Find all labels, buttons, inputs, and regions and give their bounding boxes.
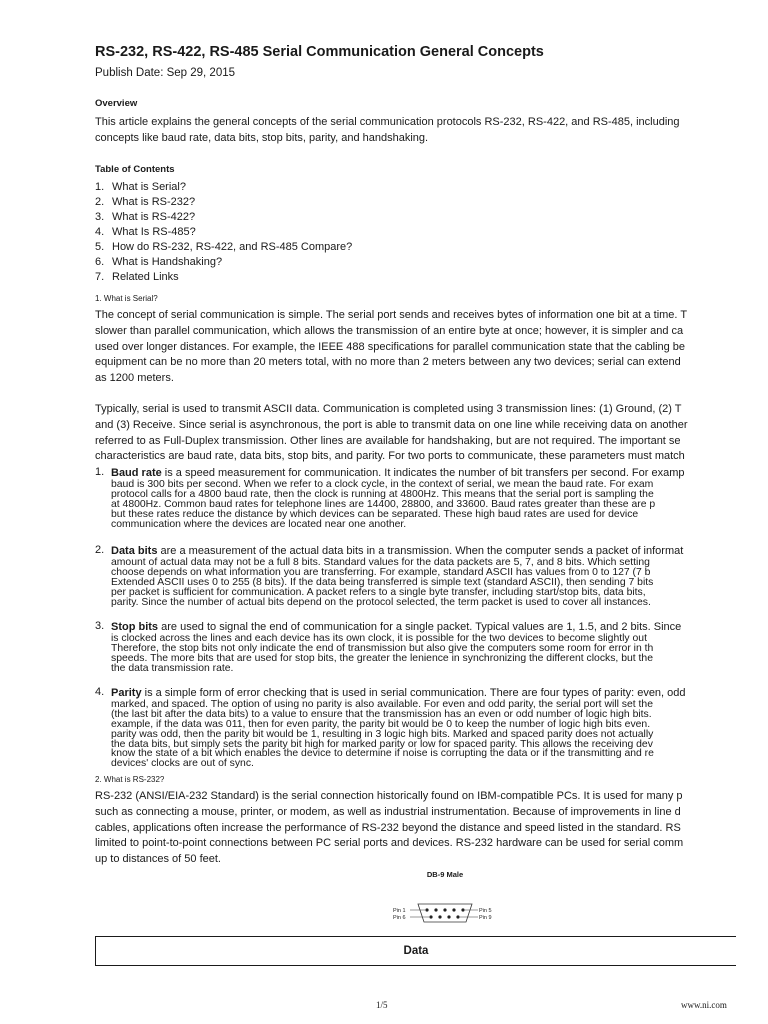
- pin-9-label: Pin 9: [479, 915, 492, 921]
- list-number: 3.: [95, 620, 105, 632]
- text-line: marked, and spaced. The option of using no parity is also available. For even and odd parity, the serial port will set the: [111, 699, 653, 710]
- document-title: RS-232, RS-422, RS-485 Serial Communication General Concepts: [95, 44, 544, 60]
- term-text: is a speed measurement for communication. It indicates the number of bit transfers per second. For examp: [161, 467, 685, 479]
- toc-link[interactable]: What is Serial?: [112, 181, 186, 193]
- text-line: at 4800Hz. Common baud rates for telephone lines are 14400, 28800, and 33600. Baud rates greater than these are p: [111, 498, 656, 510]
- text-line: the data transmission rate.: [111, 662, 234, 674]
- overview-paragraph: [95, 115, 680, 147]
- text-line: example, if the data was 011, then for even parity, the parity bit would be 0 to keep the number of logic high bits even.: [111, 718, 651, 730]
- text-line: used over longer distances. For example, the IEEE 488 specifications for parallel communication state that the cabling be: [95, 340, 686, 353]
- table-header-cell: Data: [403, 945, 429, 957]
- section-1-paragraph-2: [95, 402, 688, 465]
- pin-5-label: Pin 5: [479, 908, 492, 914]
- text-line: equipment can be no more than 20 meters total, with no more than 2 meters between any two devices; serial can extend: [95, 356, 681, 369]
- toc-item[interactable]: [95, 210, 352, 225]
- text-line: parity. Since the number of actual bits depend on the protocol selected, the term packet is used to cover all instances.: [111, 596, 651, 608]
- toc-number: 4.: [95, 226, 105, 238]
- pin-dot: [425, 908, 428, 911]
- overview-heading: Overview: [95, 98, 138, 109]
- toc-item[interactable]: [95, 195, 352, 210]
- text-line: amount of actual data may not be a full 8 bits. Standard values for the data packets are 5, 7, and 8 bits. Which setting: [111, 557, 650, 568]
- text-line: speeds. The more bits that are used for stop bits, the greater the lenience in synchronizing the different clocks, but the: [111, 652, 653, 664]
- section-1-paragraph-1: [95, 308, 687, 387]
- toc-link[interactable]: What is RS-422?: [112, 211, 196, 223]
- text-line: (the last bit after the data bits) to a value to ensure that the transmission has an even or odd number of logic high bits.: [111, 708, 652, 720]
- text-line: The concept of serial communication is simple. The serial port sends and receives bytes of information one bit at a time. T: [95, 309, 688, 321]
- toc-number: 5.: [95, 241, 105, 253]
- text-line: choose depends on what information you are transferring. For example, standard ASCII has values from 0 to 127 (7 b: [111, 566, 651, 578]
- text-line: referred to as Full-Duplex transmission. Other lines are available for handshaking, but are not required. The important se: [95, 434, 681, 447]
- db9-connector-diagram: [390, 870, 510, 930]
- footer-site-url[interactable]: www.ni.com: [681, 1000, 727, 1010]
- list-first-line: [111, 686, 686, 700]
- text-line: is clocked across the lines and each device has its own clock, it is possible for the two devices to become slightly out: [111, 633, 647, 644]
- toc-link[interactable]: What is RS-232?: [112, 196, 196, 208]
- term-label: Stop bits: [111, 621, 159, 633]
- section-2-heading: 2. What is RS-232?: [95, 775, 165, 784]
- text-line: cables, applications often increase the performance of RS-232 beyond the distance and speed listed in the standard. RS: [95, 821, 681, 834]
- toc-number: 7.: [95, 271, 105, 283]
- toc-item[interactable]: [95, 240, 352, 255]
- term-label: Parity: [111, 687, 142, 699]
- pin-dot: [429, 915, 432, 918]
- term-text: are a measurement of the actual data bits in a transmission. When the computer sends a packet of informat: [157, 545, 684, 557]
- toc-number: 3.: [95, 211, 105, 223]
- pin-dot: [443, 908, 446, 911]
- page-number: 1/5: [376, 1000, 388, 1010]
- text-line: This article explains the general concepts of the serial communication protocols RS-232, RS-422, and RS-485, including: [95, 116, 680, 128]
- list-number: 2.: [95, 544, 105, 556]
- toc-number: 2.: [95, 196, 105, 208]
- publish-date: Publish Date: Sep 29, 2015: [95, 67, 236, 79]
- table-of-contents: [95, 180, 352, 285]
- text-line: Extended ASCII uses 0 to 255 (8 bits). If the data being transferred is simple text (standard ASCII), then sending 7 bits: [111, 576, 654, 588]
- toc-number: 6.: [95, 256, 105, 268]
- text-line: up to distances of 50 feet.: [95, 853, 221, 866]
- text-line: limited to point-to-point connections between PC serial ports and devices. RS-232 hardware can be used for serial comm: [95, 837, 684, 850]
- text-line: and (3) Receive. Since serial is asynchronous, the port is able to transmit data on one line while receiving data on another: [95, 418, 688, 431]
- text-line: communication where the devices are located near one another.: [111, 518, 407, 530]
- toc-heading: Table of Contents: [95, 164, 175, 175]
- text-line: but these rates reduce the distance by which devices can be separated. These high baud rates are used for device: [111, 508, 639, 520]
- toc-link[interactable]: How do RS-232, RS-422, and RS-485 Compare?: [112, 241, 353, 253]
- text-line: characteristics are baud rate, data bits, stop bits, and parity. For two ports to communicate, these parameters must match: [95, 450, 685, 463]
- text-line: baud is 300 bits per second. When we refer to a clock cycle, in the context of serial, we mean the baud rate. For exam: [111, 479, 654, 490]
- pin-dot: [461, 908, 464, 911]
- list-first-line: [111, 620, 681, 634]
- toc-number: 1.: [95, 181, 105, 193]
- data-table-header: [95, 936, 736, 966]
- list-number: 1.: [95, 466, 105, 478]
- toc-item[interactable]: [95, 225, 352, 240]
- toc-item[interactable]: [95, 255, 352, 270]
- pin-dot: [447, 915, 450, 918]
- term-text: are used to signal the end of communication for a single packet. Typical values are 1, 1.5, and 2 bits. Since: [158, 621, 682, 633]
- text-line: per packet is sufficient for communication. A packet refers to a single byte transfer, including start/stop bits, data bits,: [111, 586, 646, 598]
- pin-dot: [456, 915, 459, 918]
- toc-link[interactable]: What is Handshaking?: [112, 256, 223, 268]
- text-line: parity was odd, then the parity bit would be 1, resulting in 3 logic high bits. Marked and spaced parity does not actually: [111, 728, 654, 740]
- list-number: 4.: [95, 686, 105, 698]
- pin-dot: [438, 915, 441, 918]
- connector-outline: [418, 904, 472, 922]
- text-line: the data bits, but simply sets the parity bit high for marked parity or low for spaced parity. This allows the receiving dev: [111, 738, 653, 750]
- pin-dot: [434, 908, 437, 911]
- pin-dot: [452, 908, 455, 911]
- diagram-title: DB-9 Male: [426, 870, 464, 879]
- text-line: RS-232 (ANSI/EIA-232 Standard) is the serial connection historically found on IBM-compatible PCs. It is used for many p: [95, 790, 683, 802]
- text-line: Therefore, the stop bits not only indicate the end of transmission but also give the computers some room for error in th: [111, 642, 654, 654]
- list-first-line: [111, 466, 685, 480]
- text-line: such as connecting a mouse, printer, or modem, as well as industrial instrumentation. Because of improvements in line d: [95, 805, 681, 818]
- term-label: Data bits: [111, 545, 158, 557]
- text-line: protocol calls for a 4800 baud rate, then the clock is running at 4800Hz. This means that the serial port is sampling the: [111, 488, 654, 500]
- toc-link[interactable]: What Is RS-485?: [112, 226, 196, 238]
- toc-item[interactable]: [95, 270, 352, 285]
- list-first-line: [111, 544, 683, 558]
- text-line: concepts like baud rate, data bits, stop bits, parity, and handshaking.: [95, 131, 429, 144]
- term-label: Baud rate: [111, 467, 162, 479]
- text-line: know the state of a bit which enables the device to determine if noise is corrupting the data or if the transmitting and re: [111, 748, 654, 760]
- text-line: slower than parallel communication, which allows the transmission of an entire byte at once; however, it is simpler and ca: [95, 324, 684, 337]
- text-line: Typically, serial is used to transmit ASCII data. Communication is completed using 3 transmission lines: (1) Ground, (2) T: [95, 403, 682, 415]
- text-line: as 1200 meters.: [95, 372, 174, 385]
- db9-connector-drawing: [390, 882, 510, 932]
- toc-item[interactable]: [95, 180, 352, 195]
- pin-6-label: Pin 6: [393, 915, 406, 921]
- section-2-paragraph: [95, 789, 683, 868]
- pin-1-label: Pin 1: [393, 908, 406, 914]
- toc-link[interactable]: Related Links: [112, 271, 179, 283]
- term-text: is a simple form of error checking that is used in serial communication. There are four types of parity: even, odd: [141, 687, 686, 699]
- section-1-heading: 1. What is Serial?: [95, 294, 158, 303]
- text-line: devices' clocks are out of sync.: [111, 758, 254, 770]
